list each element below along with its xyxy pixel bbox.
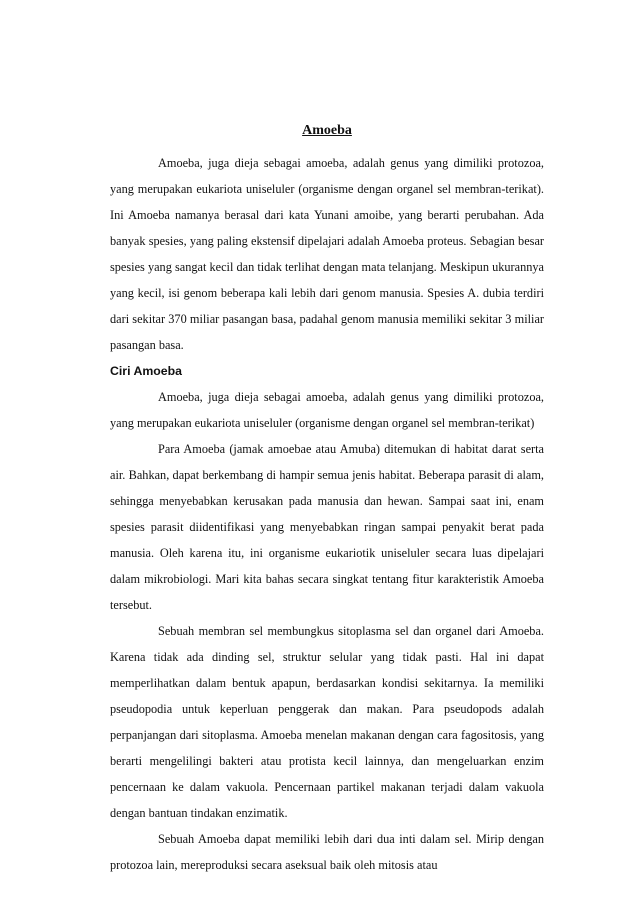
body-paragraph-4: Sebuah Amoeba dapat memiliki lebih dari dua inti dalam sel. Mirip dengan protozoa lain, mereproduksi secara aseksual baik oleh mitosis atau	[110, 832, 544, 872]
body-paragraph-2: Para Amoeba (jamak amoebae atau Amuba) ditemukan di habitat darat serta air. Bahkan, dapat berkembang di hampir semua jenis habitat. Beberapa parasit di alam, sehingga menyebabkan kerusakan pada manusia dan hewan. Sampai saat ini, enam spesies parasit diidentifikasi yang menyebabkan ringan sampai penyakit berat pada manusia. Oleh karena itu, ini organisme eukariotik uniseluler secara luas dipelajari dalam mikrobiologi. Mari kita bahas secara singkat tentang fitur karakteristik Amoeba tersebut.	[110, 442, 544, 612]
body-paragraph-3: Sebuah membran sel membungkus sitoplasma sel dan organel dari Amoeba. Karena tidak ada dinding sel, struktur selular yang tidak pasti. Hal ini dapat memperlihatkan dalam bentuk apapun, berdasarkan kondisi sekitarnya. Ia memiliki pseudopodia untuk keperluan penggerak dan makan. Para pseudopods adalah perpanjangan dari sitoplasma. Amoeba menelan makanan dengan cara fagositosis, yang berarti mengelilingi bakteri atau protista kecil lainnya, dan mengeluarkan enzim pencernaan ke dalam vakuola. Pencernaan partikel makanan terjadi dalam vakuola dengan bantuan tindakan enzimatik.	[110, 624, 544, 820]
document-body	[110, 118, 544, 878]
document-title: Amoeba	[302, 123, 352, 138]
body-paragraph-1: Amoeba, juga dieja sebagai amoeba, adalah genus yang dimiliki protozoa, yang merupakan eukariota uniseluler (organisme dengan organel sel membran-terikat)	[110, 390, 544, 430]
intro-paragraph: Amoeba, juga dieja sebagai amoeba, adalah genus yang dimiliki protozoa, yang merupakan eukariota uniseluler (organisme dengan organel sel membran-terikat). Ini Amoeba namanya berasal dari kata Yunani amoibe, yang berarti perubahan. Ada banyak spesies, yang paling ekstensif dipelajari adalah Amoeba proteus. Sebagian besar spesies yang sangat kecil dan tidak terlihat dengan mata telanjang. Meskipun ukurannya yang kecil, isi genom beberapa kali lebih dari genom manusia. Spesies A. dubia terdiri dari sekitar 370 miliar pasangan basa, padahal genom manusia memiliki sekitar 3 miliar pasangan basa.	[110, 156, 544, 352]
section-heading-ciri-amoeba: Ciri Amoeba	[110, 364, 182, 378]
